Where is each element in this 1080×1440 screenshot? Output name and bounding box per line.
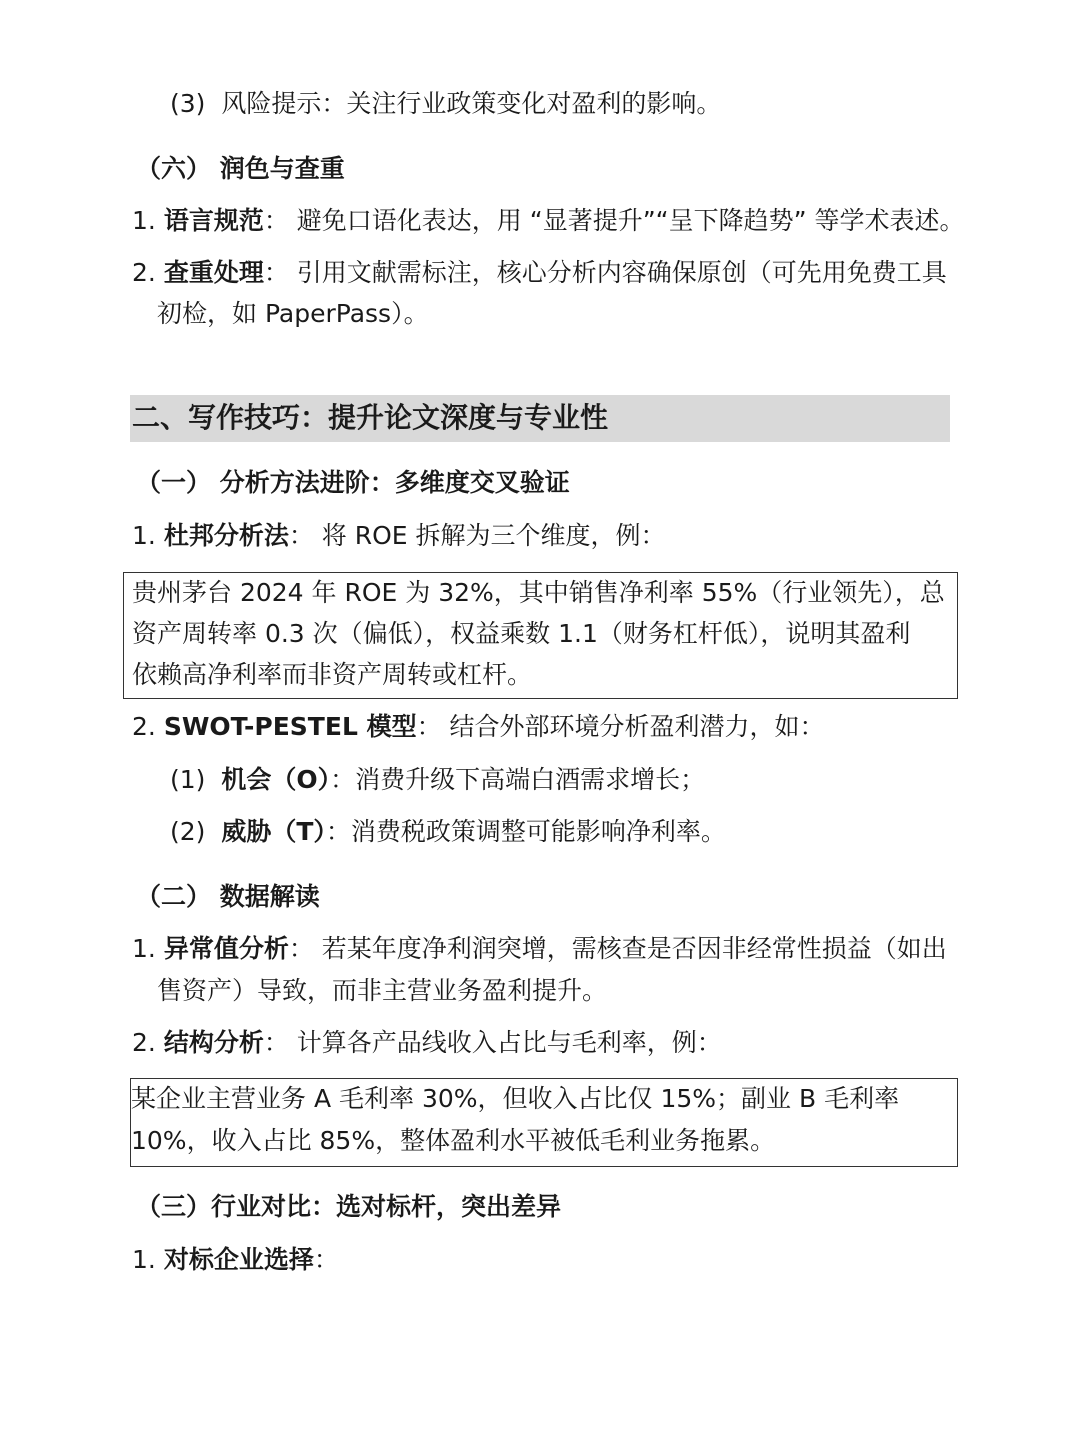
list-item (132, 1023, 722, 1063)
list-item-continuation: 售资产）导致，而非主营业务盈利提升。 (157, 976, 608, 1005)
item-number: 1. (132, 934, 156, 963)
item-separator: ： (288, 934, 314, 963)
chapter-heading: 二、写作技巧：提升论文深度与专业性 (132, 401, 609, 434)
section-title: 润色与查重 (219, 154, 345, 183)
item-text: 引用文献需标注，核心分析内容确保原创（可先用免费工具 (296, 258, 947, 287)
list-item (132, 1240, 339, 1280)
list-item (132, 707, 825, 747)
box-line: 贵州茅台 2024 年 ROE 为 32%，其中销售净利率 55%（行业领先），总 (132, 578, 945, 607)
item-label: 威胁（T） (221, 817, 326, 846)
list-item (132, 201, 965, 241)
item-number: 1. (132, 206, 156, 235)
risk-item (170, 84, 721, 124)
item-number: (3) (170, 89, 206, 118)
item-separator: ： (263, 206, 289, 235)
item-number: 1. (132, 521, 156, 550)
sub-list-item (170, 812, 726, 852)
item-text: 结合外部环境分析盈利潜力，如： (449, 712, 825, 741)
item-label: 机会（O） (221, 765, 331, 794)
item-separator: ： (288, 521, 314, 550)
section-heading-6 (136, 149, 345, 189)
section-number: （二） (136, 882, 212, 911)
list-item (132, 253, 947, 293)
item-number: 2. (132, 258, 156, 287)
list-item-continuation: 初检，如 PaperPass）。 (157, 299, 429, 328)
box-line: 10%，收入占比 85%，整体盈利水平被低毛利业务拖累。 (131, 1126, 776, 1155)
item-text: 避免口语化表达，用 “显著提升”“呈下降趋势” 等学术表述。 (296, 206, 965, 235)
section-title: 分析方法进阶：多维度交叉验证 (219, 468, 570, 497)
item-label: 对标企业选择 (163, 1245, 314, 1274)
list-item (132, 516, 666, 556)
example-box (130, 1078, 958, 1167)
item-text: ：消费税政策调整可能影响净利率。 (325, 817, 726, 846)
item-number: (2) (170, 817, 206, 846)
item-number: (1) (170, 765, 206, 794)
section-number: （六） (136, 154, 212, 183)
list-item (132, 929, 947, 969)
box-line: 某企业主营业务 A 毛利率 30%，但收入占比仅 15%；副业 B 毛利率 (131, 1084, 900, 1113)
item-separator: ： (263, 1028, 289, 1057)
item-label: 语言规范 (163, 206, 264, 235)
item-label: 查重处理 (163, 258, 264, 287)
item-number: 1. (132, 1245, 156, 1274)
item-separator: ： (263, 258, 289, 287)
item-label: 结构分析 (163, 1028, 264, 1057)
item-separator: ： (313, 1245, 339, 1274)
item-number: 2. (132, 1028, 156, 1057)
item-text: ：消费升级下高端白酒需求增长； (330, 765, 706, 794)
section-title: 数据解读 (219, 882, 320, 911)
item-label: 异常值分析 (163, 934, 289, 963)
item-text: 将 ROE 拆解为三个维度，例： (321, 521, 666, 550)
item-separator: ： (416, 712, 442, 741)
section-number: （一） (136, 468, 212, 497)
item-text: 计算各产品线收入占比与毛利率，例： (296, 1028, 722, 1057)
item-label: SWOT-PESTEL 模型 (163, 712, 417, 741)
box-line: 依赖高净利率而非资产周转或杠杆。 (132, 660, 533, 689)
item-text: 若某年度净利润突增，需核查是否因非经常性损益（如出 (321, 934, 947, 963)
subsection-heading-3: （三）行业对比：选对标杆，突出差异 (136, 1192, 562, 1221)
subsection-heading-2 (136, 877, 320, 917)
sub-list-item (170, 760, 705, 800)
item-number: 2. (132, 712, 156, 741)
item-label: 杜邦分析法 (163, 521, 289, 550)
subsection-heading-1 (136, 463, 570, 503)
risk-text: 风险提示：关注行业政策变化对盈利的影响。 (221, 89, 722, 118)
example-box (123, 572, 958, 699)
box-line: 资产周转率 0.3 次（偏低），权益乘数 1.1（财务杠杆低），说明其盈利 (132, 619, 911, 648)
